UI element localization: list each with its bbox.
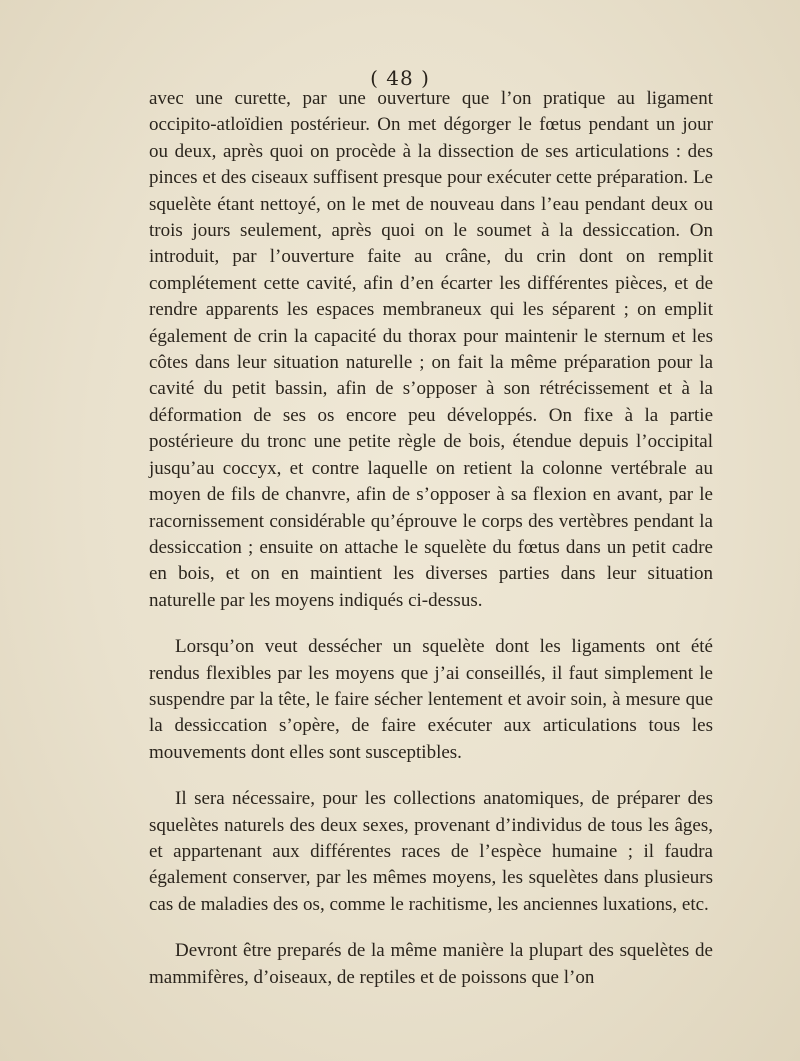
body-text [149, 86, 713, 991]
page-number: ( 48 ) [370, 66, 430, 90]
paragraph-3: Il sera nécessaire, pour les collections anatomiques, de préparer des squelètes naturels des deux sexes, provenant d’individus de tous les âges, et appartenant aux différentes races de l’espèce humaine ; il faudra également conserver, par les mêmes moyens, les squelètes dans plusieurs cas de maladies des os, comme le rachitisme, les anciennes luxations, etc. [149, 788, 713, 915]
paragraph-4: Devront être preparés de la même manière la plupart des squelètes de mammifères, d’oiseaux, de reptiles et de poissons que l’on [149, 940, 713, 988]
paragraph-1: avec une curette, par une ouverture que l’on pratique au ligament occipito-atloïdien postérieur. On met dégorger le fœtus pendant un jour ou deux, après quoi on procède à la dissection de ses articulations : des pinces et des ciseaux suffisent presque pour exécuter cette préparation. Le squelète étant nettoyé, on le met de nouveau dans l’eau pendant deux ou trois jours seulement, après quoi on le soumet à la dessiccation. On introduit, par l’ouverture faite au crâne, du crin dont on remplit complétement cette cavité, afin d’en écarter les différentes pièces, et de rendre apparents les espaces membraneux qui les séparent ; on emplit également de crin la capacité du thorax pour maintenir le sternum et les côtes dans leur situation naturelle ; on fait la même préparation pour la cavité du petit bassin, afin de s’opposer à son rétrécissement et à la déformation de ses os encore peu développés. On fixe à la partie postérieure du tronc une petite règle de bois, étendue depuis l’occipital jusqu’au coccyx, et contre laquelle on retient la colonne vertébrale au moyen de fils de chanvre, afin de s’opposer à sa flexion en avant, par le racornissement considérable qu’éprouve le corps des vertèbres pendant la dessiccation ; ensuite on attache le squelète du fœtus dans un petit cadre en bois, et on en maintient les diverses parties dans leur situation naturelle par les moyens indiqués ci-dessus. [149, 88, 713, 611]
paragraph-2: Lorsqu’on veut dessécher un squelète dont les ligaments ont été rendus flexibles par les moyens que j’ai conseillés, il faut simplement le suspendre par la tête, le faire sécher lentement et avoir soin, à mesure que la dessiccation s’opère, de faire exécuter aux articulations tous les mouvements dont elles sont susceptibles. [149, 636, 713, 763]
